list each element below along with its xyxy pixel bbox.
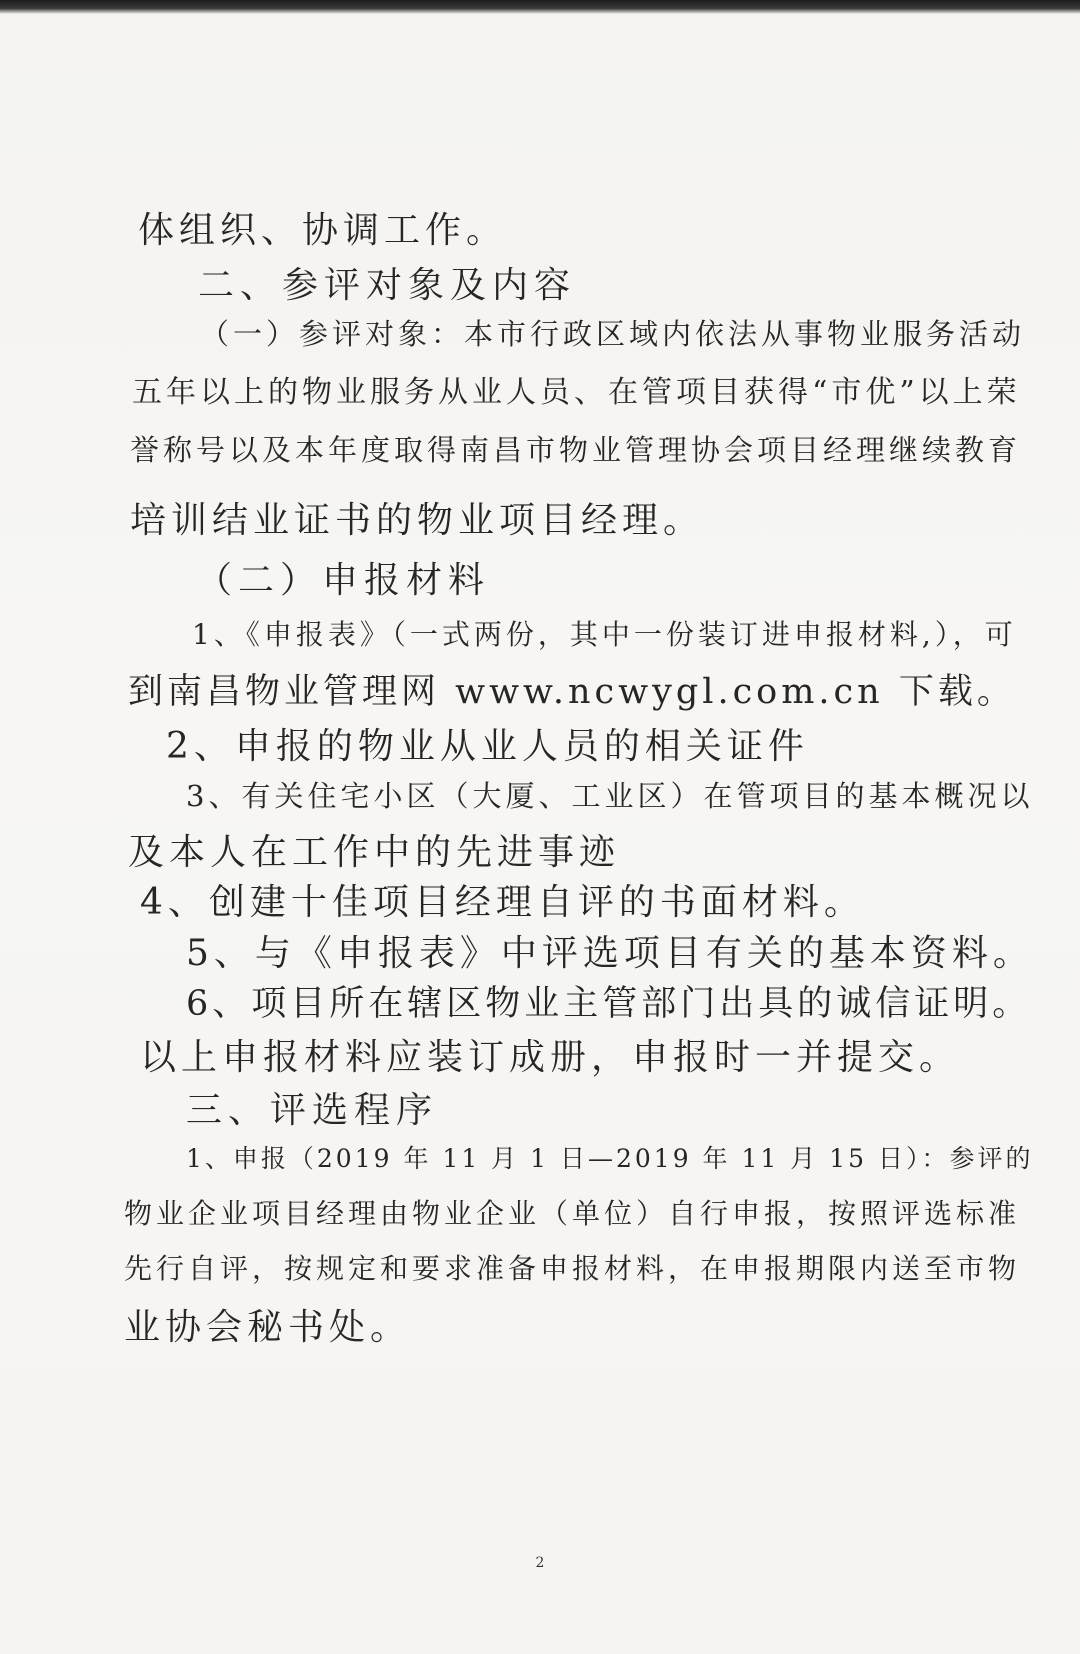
subsection-heading: （二）申报材料: [196, 560, 491, 601]
text-line: 先行自评，按规定和要求准备申报材料，在申报期限内送至市物: [124, 1252, 1021, 1285]
text-line: 五年以上的物业服务从业人员、在管项目获得“市优”以上荣: [132, 375, 1021, 410]
text-line: 及本人在工作中的先进事迹: [128, 832, 621, 873]
page-number: 2: [535, 1555, 545, 1571]
scan-top-edge: [0, 0, 1080, 14]
list-item: 1、《申报表》（一式两份，其中一份装订进申报材料,），可: [192, 618, 1017, 651]
list-item: 1、申报（2019 年 11 月 1 日—2019 年 11 月 15 日）：参评的: [186, 1144, 1034, 1173]
section-heading: 三、评选程序: [186, 1090, 439, 1131]
text-line: 誉称号以及本年度取得南昌市物业管理协会项目经理继续教育: [130, 433, 1022, 467]
text-line: （一）参评对象：本市行政区域内依法从事物业服务活动: [200, 317, 1026, 351]
list-item: 4、创建十佳项目经理自评的书面材料。: [140, 882, 865, 923]
list-item: 2、申报的物业从业人员的相关证件: [166, 726, 809, 767]
list-item: 6、项目所在辖区物业主管部门出具的诚信证明。: [186, 984, 1032, 1024]
text-line: 体组织、协调工作。: [138, 210, 508, 251]
text-line: 到南昌物业管理网 www.ncwygl.com.cn 下载。: [128, 672, 1016, 712]
section-heading: 二、参评对象及内容: [198, 265, 577, 306]
text-line: 物业企业项目经理由物业企业（单位）自行申报，按照评选标准: [124, 1197, 1021, 1230]
text-line: 业协会秘书处。: [124, 1307, 412, 1348]
text-line: 培训结业证书的物业项目经理。: [130, 500, 705, 541]
list-item: 5、与《申报表》中评选项目有关的基本资料。: [186, 933, 1034, 974]
list-item: 3、有关住宅小区（大厦、工业区）在管项目的基本概况以: [186, 779, 1034, 813]
text-line: 以上申报材料应装订成册，申报时一并提交。: [140, 1037, 961, 1078]
